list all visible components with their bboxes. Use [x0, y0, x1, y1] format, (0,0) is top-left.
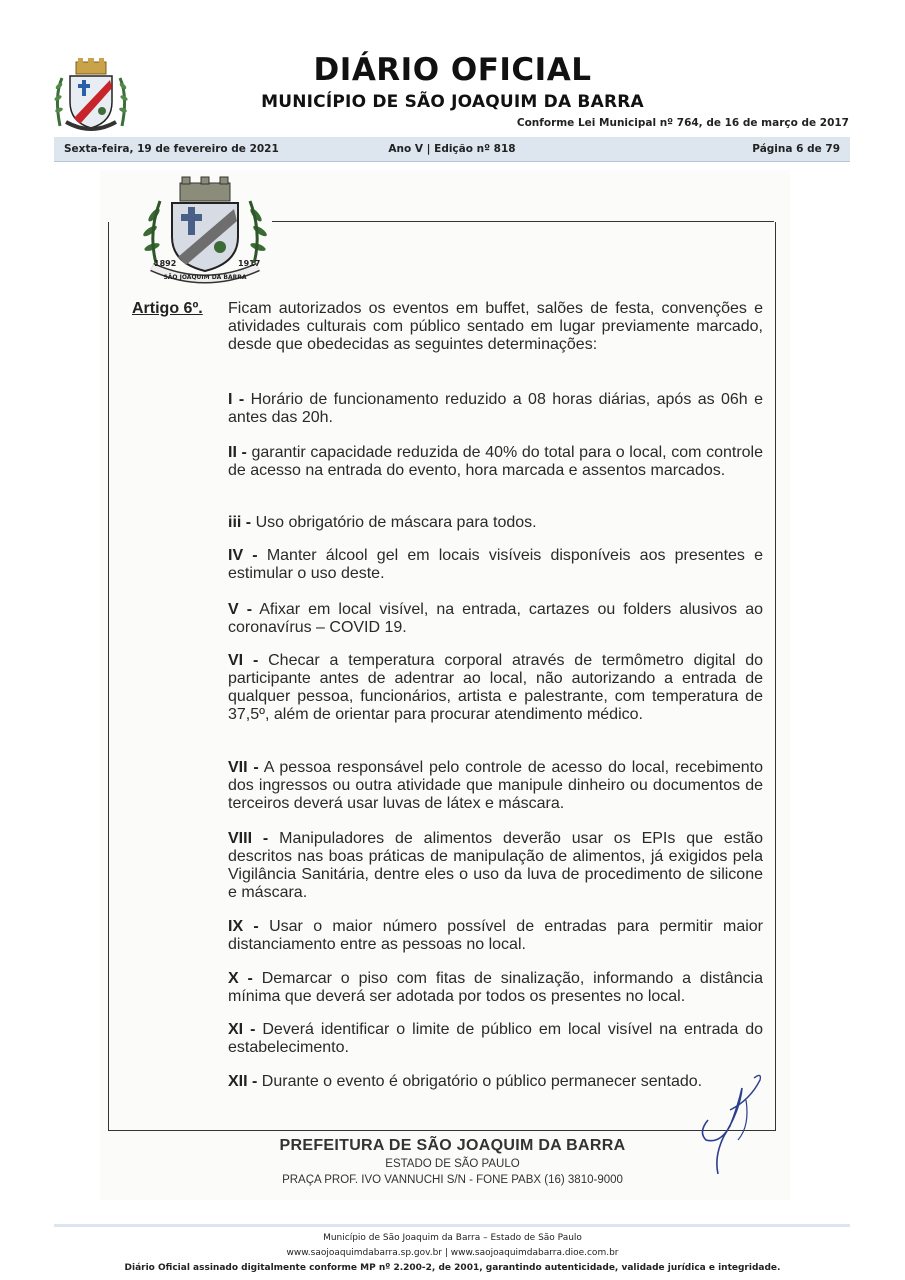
list-item [228, 391, 763, 427]
list-item [228, 444, 763, 480]
municipality-name: MUNICÍPIO DE SÃO JOAQUIM DA BARRA [261, 92, 644, 112]
list-item [228, 652, 763, 724]
journal-title: DIÁRIO OFICIAL [313, 52, 592, 88]
list-item [228, 918, 763, 954]
crest-year-right: 1917 [238, 259, 261, 268]
item-number: IX - [228, 918, 259, 935]
crest-ribbon-text: SÃO JOAQUIM DA BARRA [163, 274, 247, 281]
item-text: Checar a temperatura corporal através de termômetro digital do participante antes de adentrar ao local, não autorizando a entrada de qualquer pessoa, funcionários, artista e palestrante, com temperatura de 37,5º, além de orientar para procurar atendimento médico. [228, 652, 763, 723]
item-number: IV - [228, 547, 258, 564]
footer-municipality: Município de São Joaquim da Barra – Estado de São Paulo [323, 1233, 582, 1243]
item-text: Manipuladores de alimentos deverão usar os EPIs que estão descritos nas boas práticas de manipulação de alimentos, já exigidos pela Vigilância Sanitária, dentre eles o uso da luva de procedimento de silicone e máscara. [228, 830, 763, 901]
item-number: XI - [228, 1021, 256, 1038]
item-text: garantir capacidade reduzida de 40% do total para o local, com controle de acesso na entrada do evento, hora marcada e assentos marcados. [228, 444, 763, 479]
edition-number: Ano V | Edição nº 818 [388, 143, 516, 155]
list-item [228, 601, 763, 637]
item-number: X - [228, 970, 253, 987]
document-crest-icon [140, 175, 270, 287]
item-text: Manter álcool gel em locais visíveis disponíveis aos presentes e estimular o uso deste. [228, 547, 764, 582]
page-number: Página 6 de 79 [752, 143, 840, 155]
list-item [228, 970, 763, 1006]
item-text: Durante o evento é obrigatório o público permanecer sentado. [261, 1073, 703, 1090]
list-item [228, 547, 763, 583]
item-text: Horário de funcionamento reduzido a 08 horas diárias, após as 06h e antes das 20h. [228, 391, 763, 426]
item-number: I - [228, 391, 245, 408]
footer-signature-notice: Diário Oficial assinado digitalmente conforme MP nº 2.200-2, de 2001, garantindo autenticidade, validade jurídica e integridade. [124, 1263, 781, 1273]
item-number: iii - [228, 514, 252, 531]
prefeitura-address: PRAÇA PROF. IVO VANNUCHI S/N - FONE PABX (16) 3810-9000 [282, 1174, 623, 1186]
law-reference: Conforme Lei Municipal nº 764, de 16 de março de 2017 [516, 117, 849, 129]
list-item [228, 830, 763, 902]
item-text: Afixar em local visível, na entrada, cartazes ou folders alusivos ao coronavírus – COVID 19. [228, 601, 764, 636]
article-label: Artigo 6º. [132, 300, 203, 317]
crest-year-left: 1892 [154, 259, 177, 268]
prefeitura-name: PREFEITURA DE SÃO JOAQUIM DA BARRA [279, 1137, 626, 1154]
footer-websites: www.saojoaquimdabarra.sp.gov.br | www.saojoaquimdabarra.dioe.com.br [286, 1248, 619, 1258]
publication-date: Sexta-feira, 19 de fevereiro de 2021 [64, 143, 279, 155]
list-item [228, 759, 763, 813]
prefeitura-state: ESTADO DE SÃO PAULO [385, 1158, 520, 1170]
article-intro: Ficam autorizados os eventos em buffet, salões de festa, convenções e atividades culturais com público sentado em lugar previamente marcado, desde que obedecidas as seguintes determinações: [228, 300, 763, 353]
list-item [228, 514, 763, 532]
item-text: Usar o maior número possível de entradas para permitir maior distanciamento entre as pessoas no local. [228, 918, 764, 953]
item-text: Deverá identificar o limite de público em local visível na entrada do estabelecimento. [228, 1021, 764, 1056]
item-number: XII - [228, 1073, 258, 1090]
item-text: A pessoa responsável pelo controle de acesso do local, recebimento dos ingressos ou outra atividade que manipule dinheiro ou documentos de terceiros deverá usar luvas de látex e máscara. [228, 759, 764, 812]
item-number: II - [228, 444, 247, 461]
footer-divider [54, 1224, 850, 1227]
item-number: VIII - [228, 830, 269, 847]
item-text: Demarcar o piso com fitas de sinalização, informando a distância mínima que deverá ser adotada por todos os presentes no local. [228, 970, 763, 1005]
item-number: VI - [228, 652, 259, 669]
item-number: V - [228, 601, 253, 618]
item-text: Uso obrigatório de máscara para todos. [255, 514, 537, 531]
edition-bar [54, 137, 850, 162]
list-item [228, 1021, 763, 1057]
item-number: VII - [228, 759, 259, 776]
